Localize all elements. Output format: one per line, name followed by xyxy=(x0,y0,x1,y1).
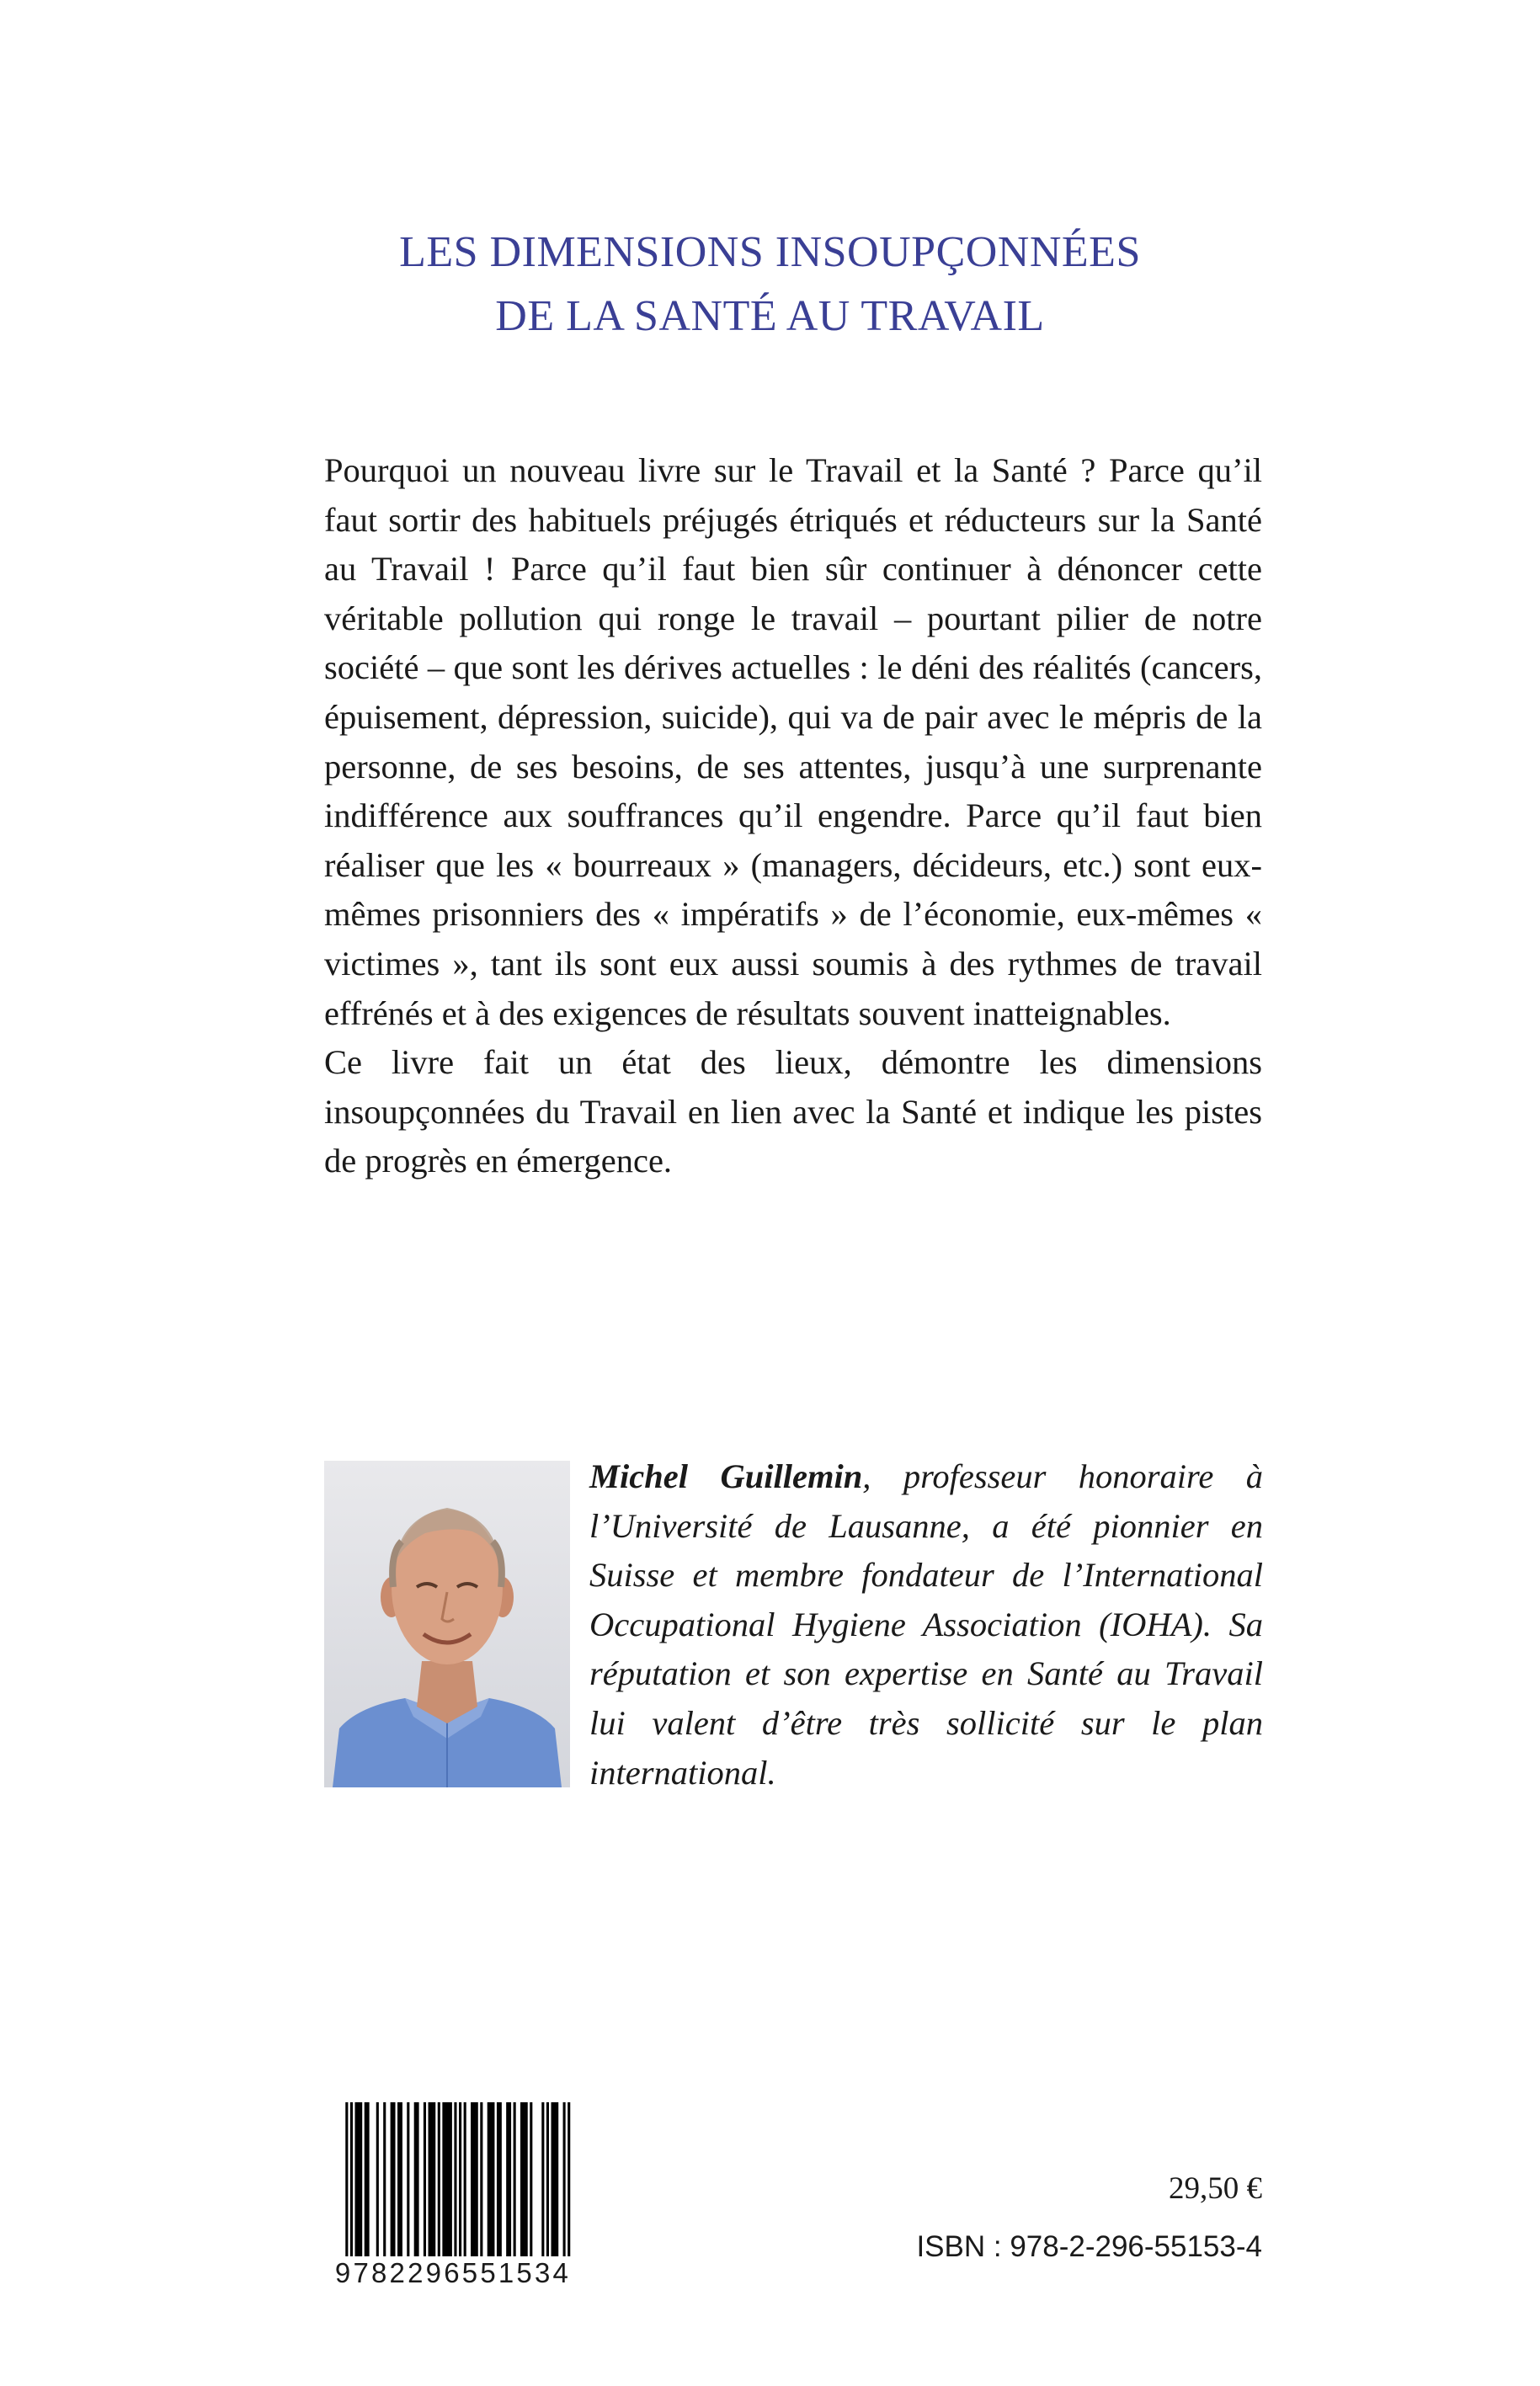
barcode-bar xyxy=(488,2102,490,2256)
barcode-bar xyxy=(357,2102,360,2256)
barcode-bar xyxy=(397,2102,400,2256)
barcode-bar xyxy=(556,2102,558,2256)
barcode-bar xyxy=(383,2102,386,2256)
barcode-bar xyxy=(424,2102,426,2256)
barcode-bar xyxy=(416,2102,418,2256)
barcode-bar xyxy=(433,2102,435,2256)
barcode-bar xyxy=(376,2102,379,2256)
author-bio xyxy=(589,1452,1263,1797)
barcode-bar xyxy=(563,2102,566,2256)
barcode-bar xyxy=(497,2102,499,2256)
barcode-bar xyxy=(525,2102,528,2256)
barcode-bar xyxy=(345,2102,348,2256)
author-bio-text: , professeur honoraire à l’Université de Lausanne, a été pionnier en Suisse et membre fondateur de l’International Occupational Hygiene Association (IOHA). Sa réputation et son expertise en Santé au Travail lui valent d’être très sollicité sur le plan international. xyxy=(589,1457,1263,1792)
barcode-bar xyxy=(450,2102,452,2256)
barcode-bar xyxy=(520,2102,523,2256)
barcode-bar xyxy=(429,2102,431,2256)
barcode-bar xyxy=(509,2102,511,2256)
barcode-bar xyxy=(480,2102,482,2256)
barcode-bar xyxy=(391,2102,393,2256)
barcode-digits: 9782296551534 xyxy=(334,2257,572,2288)
blurb-paragraph-2: Ce livre fait un état des lieux, démontre les dimensions insoupçonnées du Travail en lien avec la Santé et indique les pistes de progrès en émergence. xyxy=(324,1043,1262,1180)
barcode-bar xyxy=(414,2102,417,2256)
barcode-bar xyxy=(473,2102,476,2256)
barcode-bar xyxy=(492,2102,494,2256)
barcode-bar xyxy=(365,2102,367,2256)
barcode xyxy=(324,2102,582,2290)
barcode-bar xyxy=(400,2102,402,2256)
barcode-bar xyxy=(476,2102,478,2256)
isbn: ISBN : 978-2-296-55153-4 xyxy=(916,2230,1262,2263)
barcode-bar xyxy=(546,2102,549,2256)
barcode-bar xyxy=(471,2102,473,2256)
barcode-bar xyxy=(445,2102,447,2256)
book-title-line-2: DE LA SANTÉ AU TRAVAIL xyxy=(495,292,1045,340)
barcode-bar xyxy=(454,2102,456,2256)
barcode-bar xyxy=(350,2102,353,2256)
blurb-paragraph-1: Pourquoi un nouveau livre sur le Travail et la Santé ? Parce qu’il faut sortir des habituels préjugés étriqués et réducteurs sur la Santé au Travail ! Parce qu’il faut bien sûr continuer à dénoncer cette véritable pollution qui ronge le travail – pourtant pilier de notre société – que sont les dérives actuelles : le déni des réalités (cancers, épuisement, dépression, suicide), qui va de pair avec le mépris de la personne, de ses besoins, de ses attentes, jusqu’à une surprenante indifférence aux souffrances qu’il engendre. Parce qu’il faut bien réaliser que les « bourreaux » (managers, décideurs, etc.) sont eux-mêmes prisonniers des « impératifs » de l’économie, eux-mêmes « victimes », tant ils sont eux aussi soumis à des rythmes de travail effrénés et à des exigences de résultats souvent inatteignables. xyxy=(324,451,1262,1032)
barcode-bar xyxy=(355,2102,358,2256)
barcode-bar xyxy=(552,2102,554,2256)
book-blurb xyxy=(324,446,1262,1186)
barcode-bar xyxy=(447,2102,450,2256)
author-name: Michel Guillemin xyxy=(589,1457,863,1495)
barcode-bar xyxy=(392,2102,395,2256)
barcode-bar xyxy=(438,2102,440,2256)
barcode-bar xyxy=(442,2102,445,2256)
barcode-bar xyxy=(490,2102,493,2256)
barcode-bar xyxy=(464,2102,466,2256)
barcode-bar xyxy=(568,2102,570,2256)
barcode-bar xyxy=(523,2102,525,2256)
price: 29,50 € xyxy=(1169,2171,1262,2206)
author-portrait-icon xyxy=(324,1461,570,1787)
barcode-bar xyxy=(360,2102,362,2256)
barcode-bar xyxy=(530,2102,532,2256)
barcode-bar xyxy=(499,2102,502,2256)
barcode-bar xyxy=(541,2102,544,2256)
barcode-bar xyxy=(553,2102,556,2256)
barcode-bar xyxy=(430,2102,433,2256)
barcode-bar xyxy=(506,2102,509,2256)
book-title xyxy=(0,221,1540,349)
author-photo xyxy=(324,1461,570,1787)
barcode-bar xyxy=(459,2102,461,2256)
book-title-line-1: LES DIMENSIONS INSOUPÇONNÉES xyxy=(399,228,1141,276)
barcode-bar xyxy=(514,2102,516,2256)
barcode-bar xyxy=(367,2102,370,2256)
barcode-bar xyxy=(407,2102,409,2256)
ean13-barcode-icon xyxy=(324,2102,582,2256)
